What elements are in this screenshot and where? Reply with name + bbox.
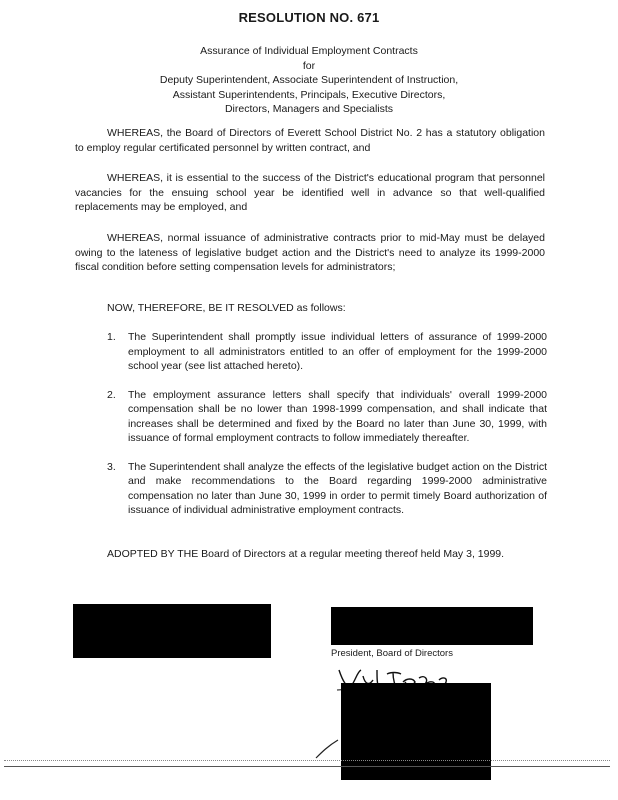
redaction-block-right	[331, 607, 533, 645]
resolution-list	[107, 330, 547, 532]
resolution-item	[107, 330, 547, 374]
whereas-paragraph: WHEREAS, normal issuance of administrative contracts prior to mid-May must be delayed owing to the lateness of legislative budget action and the District's need to analyze its 1999-2000 fiscal condition before setting compensation levels for administrators;	[75, 232, 545, 273]
resolution-number: 3.	[107, 460, 116, 473]
scan-footer-line	[4, 766, 610, 767]
subtitle-line: Directors, Managers and Specialists	[224, 103, 394, 115]
resolution-text: The employment assurance letters shall specify that individuals' overall 1999-2000 compensation shall be no lower than 1998-1999 compensation, and shall indicate that increases shall be determined and fixed by the Board no later than June 30, 1999, with issuance of formal employment contracts to follow immediately thereafter.	[128, 388, 547, 444]
subtitle-line: Deputy Superintendent, Associate Superintendent of Instruction,	[159, 74, 459, 86]
resolution-number: 2.	[107, 388, 116, 401]
resolution-item	[107, 460, 547, 518]
redaction-block-left	[73, 604, 271, 658]
resolution-text: The Superintendent shall analyze the effects of the legislative budget action on the District and make recommendations to the Board regarding 1999-2000 administrative compensation no later than June 30, 1999 in order to permit timely Board authorization of issuance of individual administrative employment contracts.	[128, 460, 547, 516]
resolution-title: RESOLUTION NO. 671	[238, 10, 380, 25]
subtitle-line: Assistant Superintendents, Principals, Executive Directors,	[172, 88, 446, 101]
resolution-item	[107, 388, 547, 446]
subtitle-line: Assurance of Individual Employment Contracts	[200, 45, 418, 57]
resolution-number: 1.	[107, 331, 116, 343]
whereas-paragraph: WHEREAS, the Board of Directors of Everett School District No. 2 has a statutory obligation to employ regular certificated personnel by written contract, and	[75, 127, 545, 154]
resolution-text: The Superintendent shall promptly issue individual letters of assurance of 1999-2000 employment to all administrators entitled to an offer of employment for the 1999-2000 school year (see list attached hereto).	[128, 331, 547, 372]
resolution-subtitle	[100, 44, 518, 117]
subtitle-line: for	[302, 59, 316, 72]
scan-footer-rule	[4, 760, 610, 762]
resolved-intro: NOW, THEREFORE, BE IT RESOLVED as follows:	[107, 302, 346, 314]
whereas-paragraph: WHEREAS, it is essential to the success of the District's educational program that personnel vacancies for the ensuing school year be identified well in advance so that well-qualified replacements may be employed, and	[75, 172, 545, 213]
adopted-paragraph: ADOPTED BY THE Board of Directors at a regular meeting thereof held May 3, 1999.	[107, 548, 505, 560]
pen-stroke-mark	[314, 736, 342, 762]
signature-label: President, Board of Directors	[331, 648, 453, 659]
